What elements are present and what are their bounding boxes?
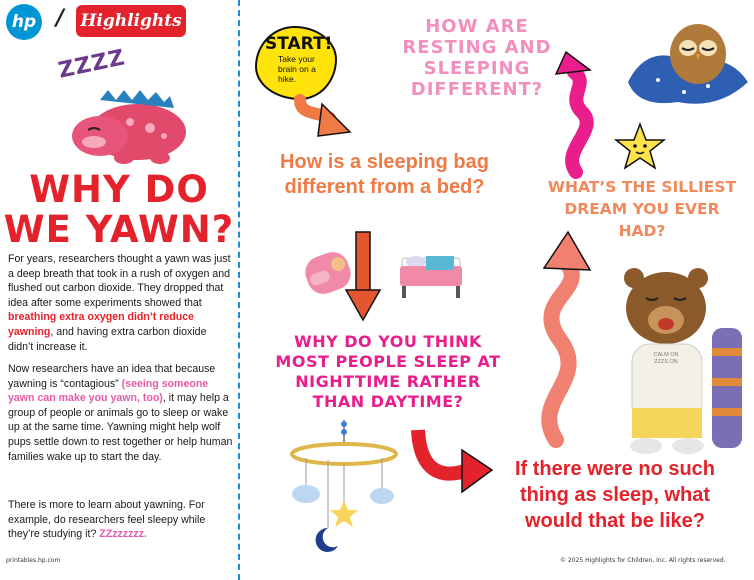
bear-shirt-text: CALM ON ZZZS ON [653,352,679,365]
question-night-sleep: WHY DO YOU THINK MOST PEOPLE SLEEP AT NIGHTTIME RATHER THAN DAYTIME? [275,332,501,411]
highlights-logo: Highlights [76,5,186,37]
star-illustration [612,120,668,172]
arrow-night-to-nosleep [418,430,468,474]
logo-separator: / [56,6,65,31]
paragraph-1-highlight: breathing extra oxygen didn’t reduce yawning [8,311,195,338]
title-line-1: WHY DO [29,168,209,211]
arrow-start-to-bag-head [318,104,350,136]
paragraph-2-highlight: (seeing someone yawn can make you yawn, too) [8,377,209,405]
hp-logo: hp [6,4,42,40]
paragraph-2-text: Now researchers have an idea that because yawning is “contagious” [8,363,216,390]
footer-url: printables.hp.com [6,557,61,564]
question-resting-sleeping: HOW ARE RESTING AND SLEEPING DIFFERENT? [402,16,552,100]
question-sleeping-bag: How is a sleeping bag different from a bed? [280,151,489,198]
zzz-text: ZZZZ [56,45,128,84]
paragraph-1-text: For years, researchers thought a yawn was just a deep breath that took in a rush of oxygen and flushed out carbon dioxide. They dropped that idea after some experiments showed that [8,253,231,309]
question-no-sleep: If there were no such thing as sleep, what would that be like? [514,458,716,532]
paragraph-3-highlight: ZZzzzzzz. [99,528,147,541]
paragraph-3-text: There is more to learn about yawning. For example, do researchers feel sleepy while they’re studying it? [8,499,206,541]
start-subtitle: Take your brain on a hike. [278,54,316,84]
baby-mobile-illustration [284,420,404,560]
start-title: START! [265,34,333,54]
arrow-nosleep-to-silliest [549,262,572,440]
owl-illustration [618,12,752,112]
question-silliest-dream: WHAT’S THE SILLIEST DREAM YOU EVER HAD? [547,178,737,240]
sleeping-bag-illustration [302,248,354,298]
arrow-night-to-nosleep-head [462,450,492,492]
arrow-silliest-to-resting [572,72,587,172]
arrow-bag-to-night [356,232,370,292]
paragraph-2-text-end: , it may help a group of people or animals go to sleep or wake up at the same time. Yawning might help wolf pups settle down to rest together or help human families wake up to start the day. [8,392,233,463]
title-line-2: WE YAWN? [3,208,235,251]
bed-illustration [396,248,466,304]
footer-copyright: © 2025 Highlights for Children, Inc. All rights reserved. [560,557,726,564]
paragraph-1-text-end: , and having extra carbon dioxide didn’t increase it. [8,325,207,353]
